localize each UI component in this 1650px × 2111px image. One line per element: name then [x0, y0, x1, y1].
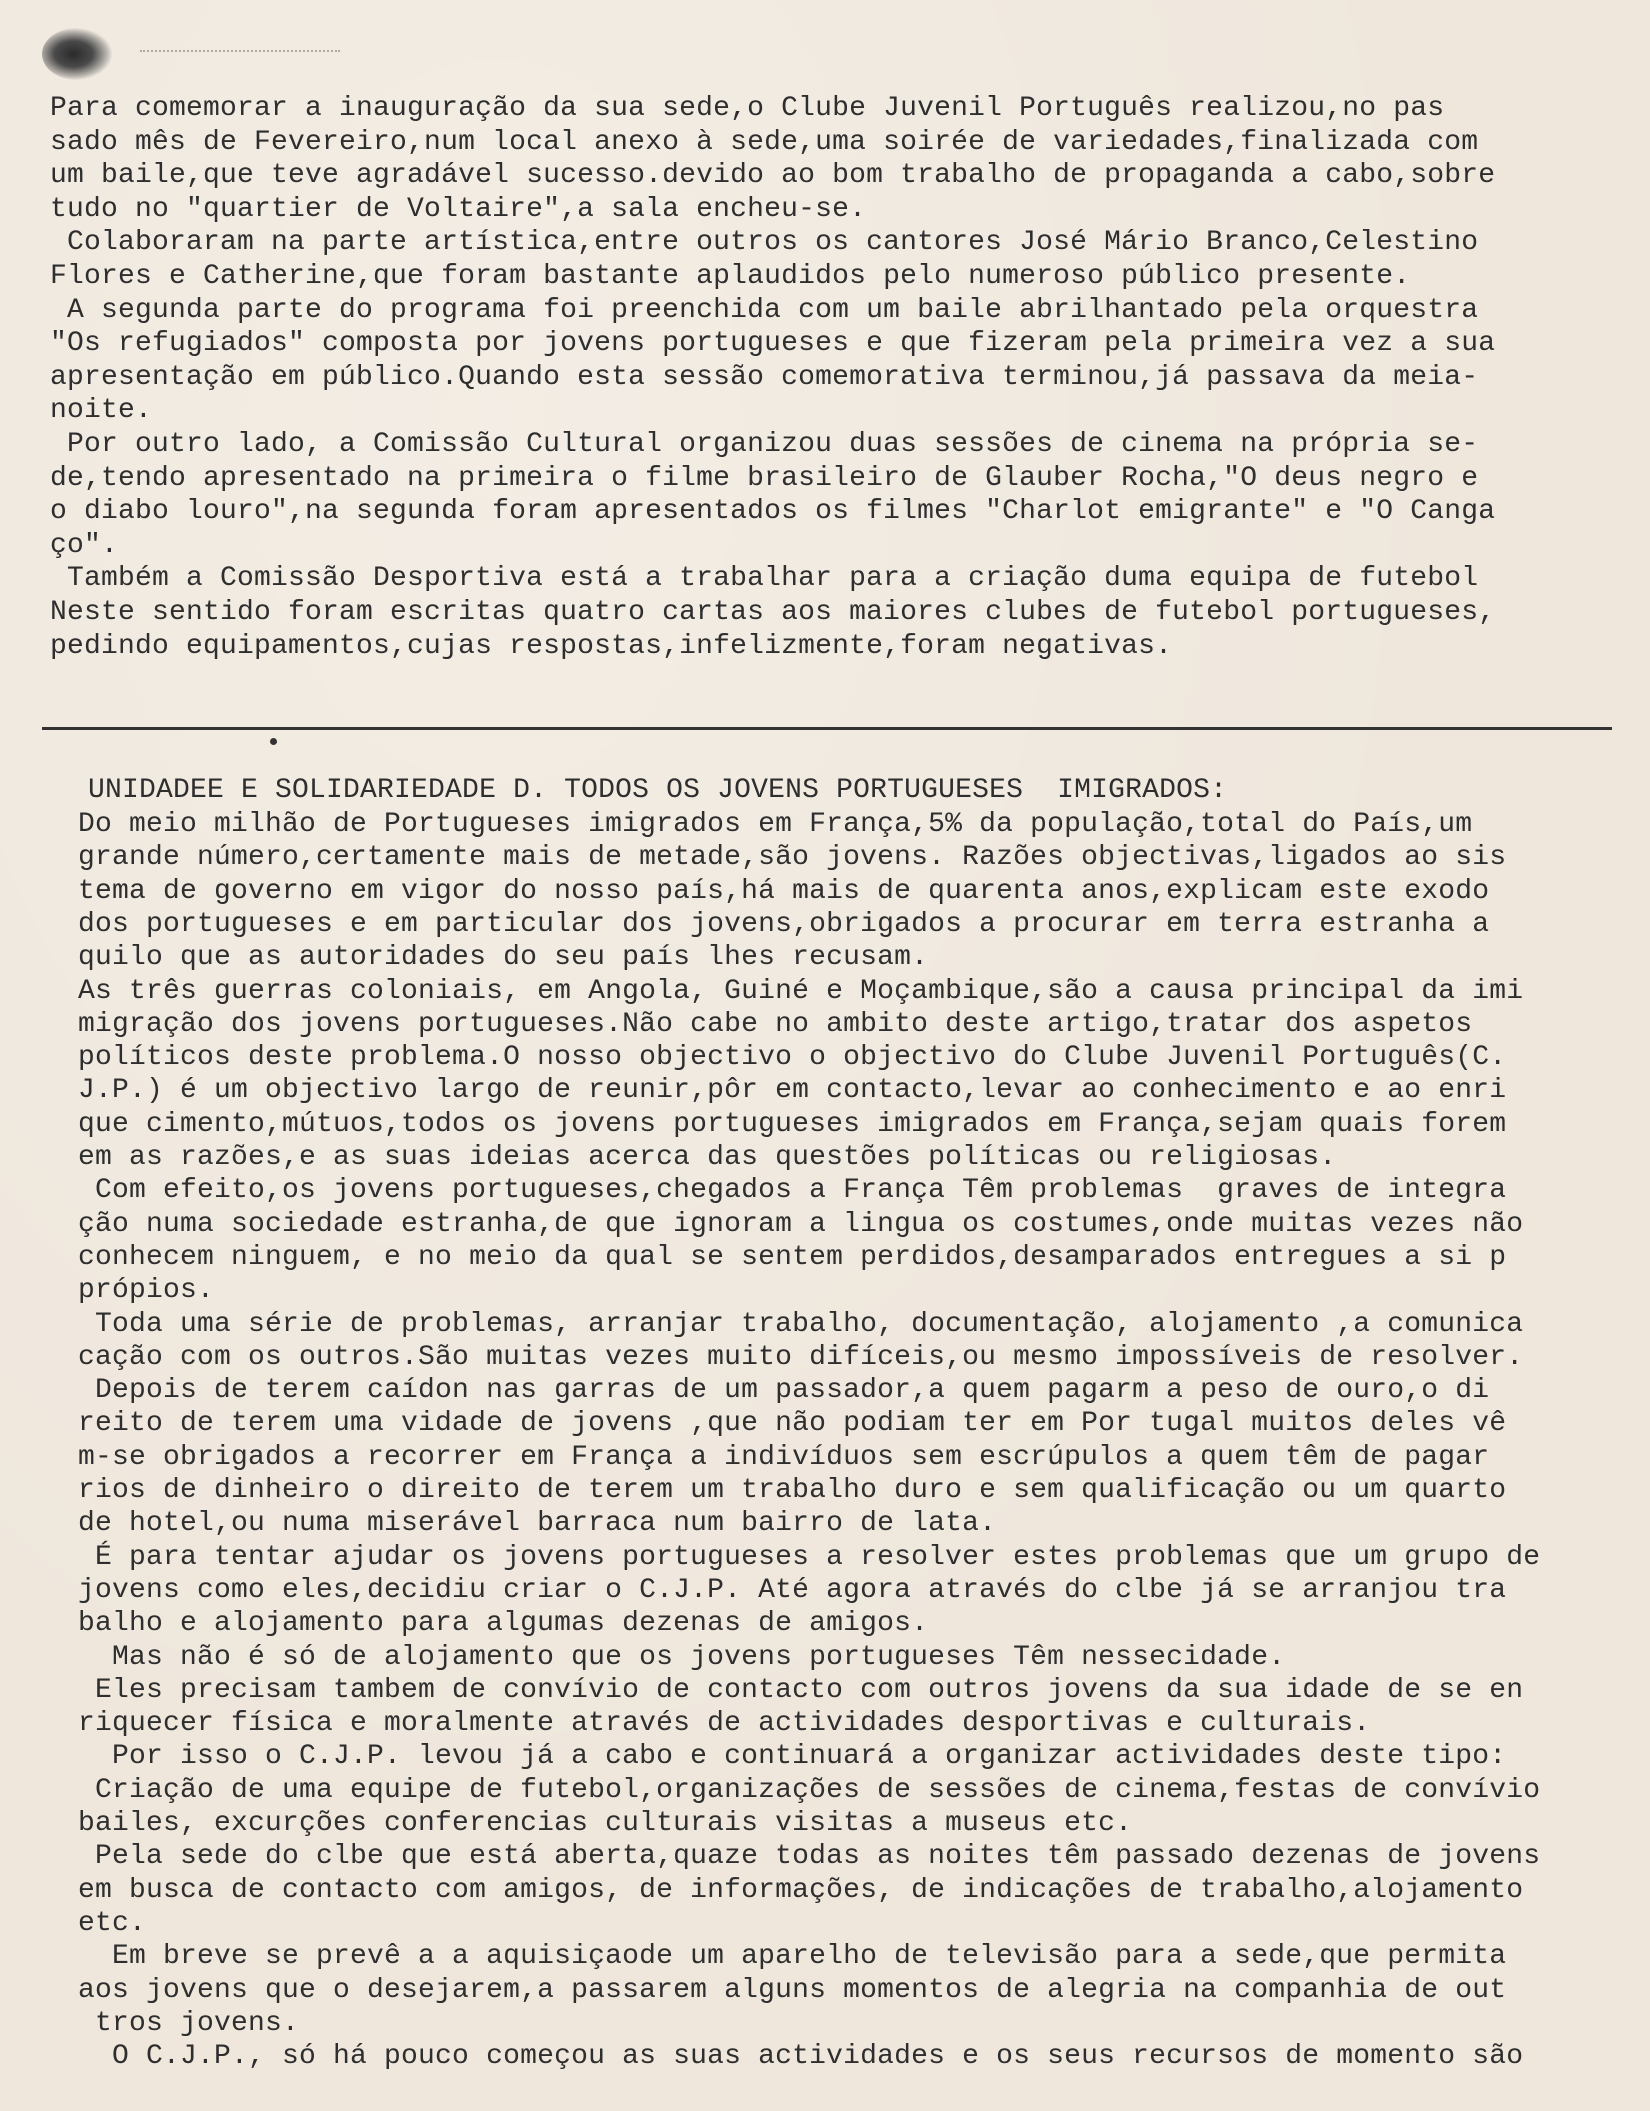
text-line: Neste sentido foram escritas quatro cartas aos maiores clubes de futebol portugueses,: [50, 597, 1496, 628]
text-line: Para comemorar a inauguração da sua sede,o Clube Juvenil Português realizou,no pas: [50, 93, 1445, 124]
text-line: migração dos jovens portugueses.Não cabe no ambito deste artigo,tratar dos aspetos: [78, 1008, 1473, 1040]
text-line: cação com os outros.São muitas vezes muito difíceis,ou mesmo impossíveis de resolver.: [78, 1341, 1524, 1373]
text-line: ção numa sociedade estranha,de que ignoram a lingua os costumes,onde muitas vezes não: [78, 1208, 1524, 1240]
text-line: Pela sede do clbe que está aberta,quaze todas as noites têm passado dezenas de jovens: [78, 1841, 1541, 1873]
text-line: Eles precisam tambem de convívio de contacto com outros jovens da sua idade de se en: [78, 1674, 1524, 1706]
text-line: Depois de terem caídon nas garras de um passador,a quem pagarm a peso de ouro,o di: [78, 1375, 1490, 1407]
text-line: riquecer física e moralmente através de actividades desportivas e culturais.: [78, 1708, 1371, 1740]
text-line: um baile,que teve agradável sucesso.devido ao bom trabalho de propaganda a cabo,sobre: [50, 160, 1496, 192]
text-line: rios de dinheiro o direito de terem um trabalho duro e sem qualificação ou um quarto: [78, 1475, 1507, 1506]
text-line: jovens como eles,decidiu criar o C.J.P. Até agora através do clbe já se arranjou tra: [78, 1574, 1507, 1606]
text-line: Do meio milhão de Portugueses imigrados em França,5% da população,total do País,um: [78, 809, 1473, 840]
text-line: em busca de contacto com amigos, de informações, de indicações de trabalho,alojamento: [78, 1874, 1524, 1906]
text-line: bailes, excurções conferencias culturais visitas a museus etc.: [78, 1808, 1133, 1839]
text-line: Colaboraram na parte artística,entre outros os cantores José Mário Branco,Celestino: [50, 227, 1479, 259]
text-line: dos portugueses e em particular dos jovens,obrigados a procurar em terra estranha a: [78, 908, 1490, 940]
text-line: É para tentar ajudar os jovens portugueses a resolver estes problemas que um grupo de: [78, 1541, 1541, 1573]
text-line: políticos deste problema.O nosso objectivo o objectivo do Clube Juvenil Português(C.: [78, 1042, 1507, 1074]
text-line: As três guerras coloniais, em Angola, Guiné e Moçambique,são a causa principal da imi: [78, 975, 1524, 1007]
text-line: "Os refugiados" composta por jovens portugueses e que fizeram pela primeira vez a sua: [50, 328, 1496, 360]
text-line: Criação de uma equipe de futebol,organizações de sessões de cinema,festas de convívio: [78, 1774, 1541, 1806]
text-line: tros jovens.: [78, 2007, 300, 2039]
ink-dot: [270, 738, 277, 745]
text-line: Flores e Catherine,que foram bastante aplaudidos pelo numeroso público presente.: [50, 261, 1411, 292]
text-line: Toda uma série de problemas, arranjar trabalho, documentação, alojamento ,a comunica: [78, 1308, 1524, 1340]
text-line: tudo no "quartier de Voltaire",a sala encheu-se.: [50, 193, 867, 225]
text-line: m-se obrigados a recorrer em França a indivíduos sem escrúpulos a quem têm de pagar: [78, 1441, 1490, 1473]
text-line: grande número,certamente mais de metade,são jovens. Razões objectivas,ligados ao sis: [78, 842, 1507, 874]
text-line: Com efeito,os jovens portugueses,chegados a França Têm problemas graves de integra: [78, 1175, 1507, 1207]
text-line: apresentação em público.Quando esta sessão comemorativa terminou,já passava da meia-: [50, 361, 1479, 393]
text-line: noite.: [50, 395, 153, 427]
text-line: tema de governo em vigor do nosso país,há mais de quarenta anos,explicam este exodo: [78, 875, 1490, 907]
section-divider: [42, 727, 1612, 730]
text-line: própios.: [78, 1275, 215, 1307]
text-line: Mas não é só de alojamento que os jovens portugueses Têm nessecidade.: [78, 1641, 1286, 1673]
text-line: pedindo equipamentos,cujas respostas,infelizmente,foram negativas.: [50, 630, 1173, 662]
text-line: O C.J.P., só há pouco começou as suas actividades e os seus recursos de momento são: [78, 2041, 1524, 2073]
text-line: balho e alojamento para algumas dezenas de amigos.: [78, 1608, 929, 1640]
text-line: Também a Comissão Desportiva está a trabalhar para a criação duma equipa de futebol: [50, 563, 1479, 595]
text-line: reito de terem uma vidade de jovens ,que não podiam ter em Por tugal muitos deles vê: [78, 1408, 1507, 1440]
text-line: que cimento,mútuos,todos os jovens portugueses imigrados em França,sejam quais forem: [78, 1108, 1507, 1140]
text-line: de,tendo apresentado na primeira o filme brasileiro de Glauber Rocha,"O deus negro e: [50, 462, 1479, 494]
text-line: quilo que as autoridades do seu país lhes recusam.: [78, 942, 929, 974]
text-line: o diabo louro",na segunda foram apresentados os filmes "Charlot emigrante" e "O Canga: [50, 496, 1496, 528]
text-line: Por isso o C.J.P. levou já a cabo e continuará a organizar actividades deste tipo:: [78, 1741, 1507, 1773]
text-line: em as razões,e as suas ideias acerca das questões políticas ou religiosas.: [78, 1142, 1337, 1173]
text-line: Por outro lado, a Comissão Cultural organizou duas sessões de cinema na própria se-: [50, 429, 1479, 460]
text-line: ço".: [50, 529, 119, 561]
text-line: A segunda parte do programa foi preenchida com um baile abrilhantado pela orquestra: [50, 294, 1479, 326]
text-line: Em breve se prevê a a aquisiçaode um aparelho de televisão para a sede,que permita: [78, 1941, 1507, 1973]
ink-blot: [42, 28, 112, 80]
text-line: de hotel,ou numa miserável barraca num bairro de lata.: [78, 1508, 997, 1540]
section-heading: UNIDADEE E SOLIDARIEDADE D. TODOS OS JOVENS PORTUGUESES IMIGRADOS:: [88, 775, 1228, 806]
text-line: conhecem ninguem, e no meio da qual se sentem perdidos,desamparados entregues a si p: [78, 1241, 1507, 1273]
top-specks: [140, 50, 340, 60]
text-line: etc.: [78, 1907, 147, 1939]
text-line: sado mês de Fevereiro,num local anexo à sede,uma soirée de variedades,finalizada com: [50, 126, 1479, 158]
text-line: J.P.) é um objectivo largo de reunir,pôr em contacto,levar ao conhecimento e ao enri: [78, 1075, 1507, 1107]
text-line: aos jovens que o desejarem,a passarem alguns momentos de alegria na companhia de out: [78, 1974, 1507, 2006]
